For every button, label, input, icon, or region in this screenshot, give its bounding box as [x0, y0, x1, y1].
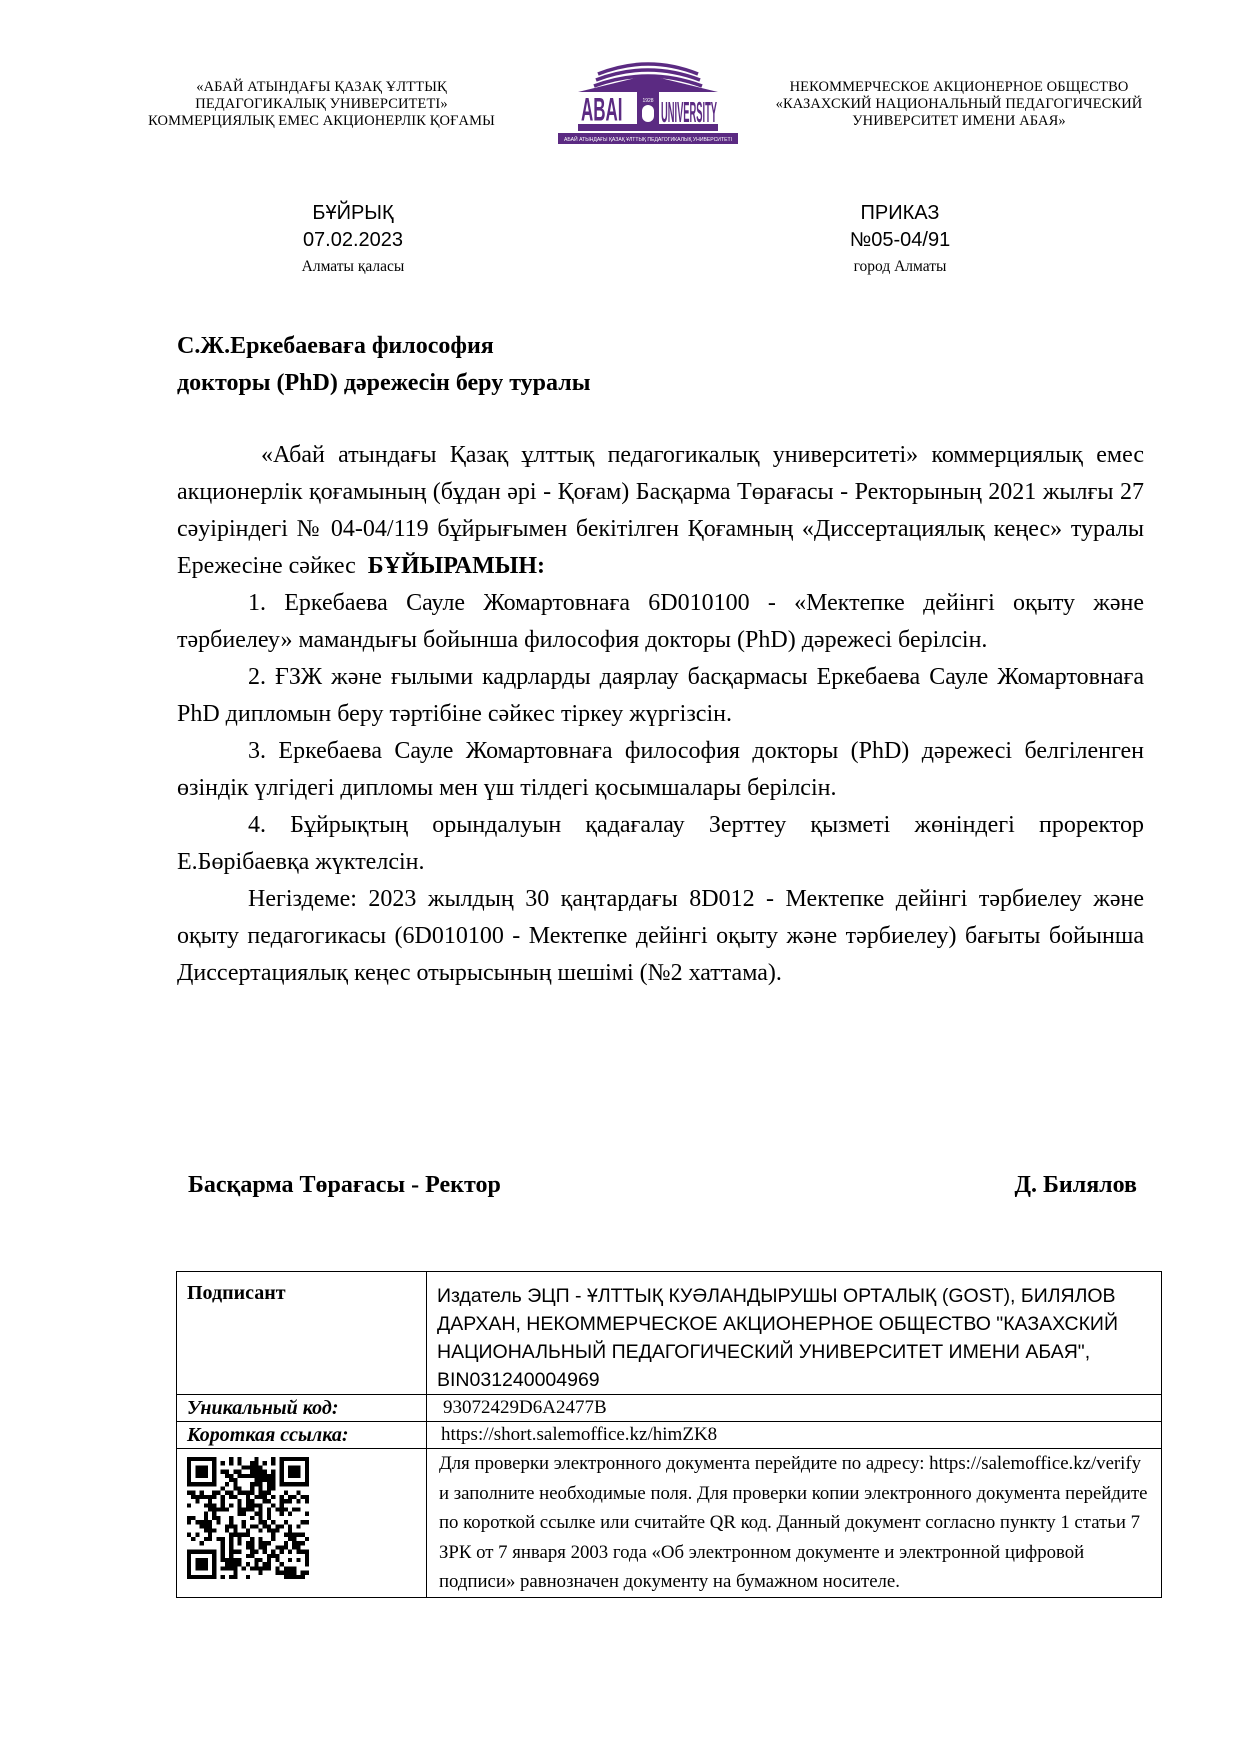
signer-value: Издатель ЭЦП - ҰЛТТЫҚ КУӘЛАНДЫРУШЫ ОРТАЛЫҚ (GOST), БИЛЯЛОВ ДАРХАН, НЕКОММЕРЧЕСКОЕ АКЦИОНЕРНОЕ ОБЩЕСТВО "КАЗАХСКИЙ НАЦИОНАЛЬНЫЙ ПЕДАГОГИЧЕСКИЙ УНИВЕРСИТЕТ ИМЕНИ АБАЯ", BIN031240004969 [427, 1272, 1162, 1395]
order-ru-city: город Алматы [853, 258, 947, 275]
item-4: 4. Бұйрықтың орындалуын қадағалау Зерттеу қызметі жөніндегі проректор Е.Бөрібаевқа жүктелсін. [177, 812, 1144, 875]
order-date: 07.02.2023 [302, 229, 404, 251]
document-title-line-1: С.Ж.Еркебаеваға философия [177, 333, 494, 359]
link-label: Короткая ссылка: [177, 1422, 427, 1449]
svg-text:ABAI: ABAI [581, 93, 623, 129]
header-ru-line-3: УНИВЕРСИТЕТ ИМЕНИ АБАЯ» [852, 113, 1066, 129]
item-2: 2. ҒЗЖ және ғылыми кадрларды даярлау басқармасы Еркебаева Сауле Жомартовнаға PhD дипломын беру тәртібіне сәйкес тіркеу жүргізсін. [177, 664, 1144, 727]
signer-row [177, 1272, 1162, 1395]
header-ru [753, 79, 1165, 130]
document-title-line-2: докторы (PhD) дәрежесін беру туралы [177, 370, 591, 396]
university-logo [558, 58, 738, 152]
header-ru-line-1: НЕКОММЕРЧЕСКОЕ АКЦИОНЕРНОЕ ОБЩЕСТВО [789, 79, 1129, 95]
qr-row [177, 1449, 1162, 1598]
header-kz-line-2: ПЕДАГОГИКАЛЫҚ УНИВЕРСИТЕТІ» [195, 96, 448, 112]
signature-name: Д. Билялов [1014, 1172, 1137, 1198]
code-row [177, 1395, 1162, 1422]
qr-code-icon[interactable] [187, 1457, 309, 1579]
order-kz-city: Алматы қаласы [301, 258, 405, 275]
order-number: №05-04/91 [849, 229, 951, 251]
document-body [177, 437, 1144, 992]
qr-cell [177, 1449, 427, 1598]
header-kz [103, 79, 540, 130]
basis-paragraph: Негіздеме: 2023 жылдың 30 қаңтардағы 8D012 - Мектепке дейінгі тәрбиелеу және оқыту педагогикасы (6D010100 - Мектепке дейінгі оқыту және тәрбиелеу) бағыты бойынша Диссертациялық кеңес отырысының шешімі (№2 хаттама). [177, 886, 1145, 986]
signature-position: Басқарма Төрағасы - Ректор [188, 1172, 501, 1198]
header-kz-line-1: «АБАЙ АТЫНДАҒЫ ҚАЗАҚ ҰЛТТЫҚ [196, 79, 447, 95]
header-kz-line-3: КОММЕРЦИЯЛЫҚ ЕМЕС АКЦИОНЕРЛІК ҚОҒАМЫ [148, 113, 495, 129]
item-1: 1. Еркебаева Сауле Жомартовнаға 6D010100 - «Мектепке дейінгі оқыту және тәрбиелеу» мамандығы бойынша философия докторы (PhD) дәрежесі берілсін. [177, 590, 1144, 653]
code-value: 93072429D6A2477B [427, 1395, 1162, 1422]
verify-text: Для проверки электронного документа перейдите по адресу: https://salemoffice.kz/verify и заполните необходимые поля. Для проверки копии электронного документа перейдите по короткой ссылке или считайте QR код. Данный документ согласно пункту 1 статьи 7 ЗРК от 7 января 2003 года «Об электронном документе и электронной цифровой подписи» равнозначен документу на бумажном носителе. [427, 1449, 1162, 1598]
item-3: 3. Еркебаева Сауле Жомартовнаға философия докторы (PhD) дәрежесі белгіленген өзіндік үлгідегі дипломы мен үш тілдегі қосымшалары берілсін. [177, 738, 1144, 801]
intro-text: «Абай атындағы Қазақ ұлттық педагогикалық университеті» коммерциялық емес акционерлік қоғамының (бұдан әрі - Қоғам) Басқарма Төрағасы - Ректорының 2021 жылғы 27 сәуіріндегі № 04-04/119 бұйрығымен бекітілген Қоғамның «Диссертациялық кеңес» туралы Ережесіне сәйкес [177, 442, 1144, 579]
link-row [177, 1422, 1162, 1449]
svg-text:UNIVERSITY: UNIVERSITY [661, 95, 718, 129]
svg-text:АБАЙ АТЫНДАҒЫ ҚАЗАҚ ҰЛТТЫҚ ПЕД: АБАЙ АТЫНДАҒЫ ҚАЗАҚ ҰЛТТЫҚ ПЕДАГОГИКАЛЫҚ УНИВЕРСИТЕТІ [564, 137, 738, 143]
order-ru-label: ПРИКАЗ [860, 202, 940, 224]
svg-text:1928: 1928 [642, 98, 654, 104]
order-ru [800, 200, 1000, 277]
header-ru-line-2: «КАЗАХСКИЙ НАЦИОНАЛЬНЫЙ ПЕДАГОГИЧЕСКИЙ [775, 96, 1143, 112]
signer-label: Подписант [177, 1272, 427, 1395]
order-kz-label: БҰЙРЫҚ [312, 202, 394, 224]
command-word: БҰЙЫРАМЫН: [367, 553, 545, 579]
intro-paragraph [177, 437, 1144, 585]
link-value[interactable]: https://short.salemoffice.kz/himZK8 [427, 1422, 1162, 1449]
order-kz [253, 200, 453, 277]
document-title [177, 328, 877, 402]
code-label: Уникальный код: [177, 1395, 427, 1422]
ecp-table [176, 1271, 1162, 1598]
university-logo-graphic [558, 58, 738, 152]
